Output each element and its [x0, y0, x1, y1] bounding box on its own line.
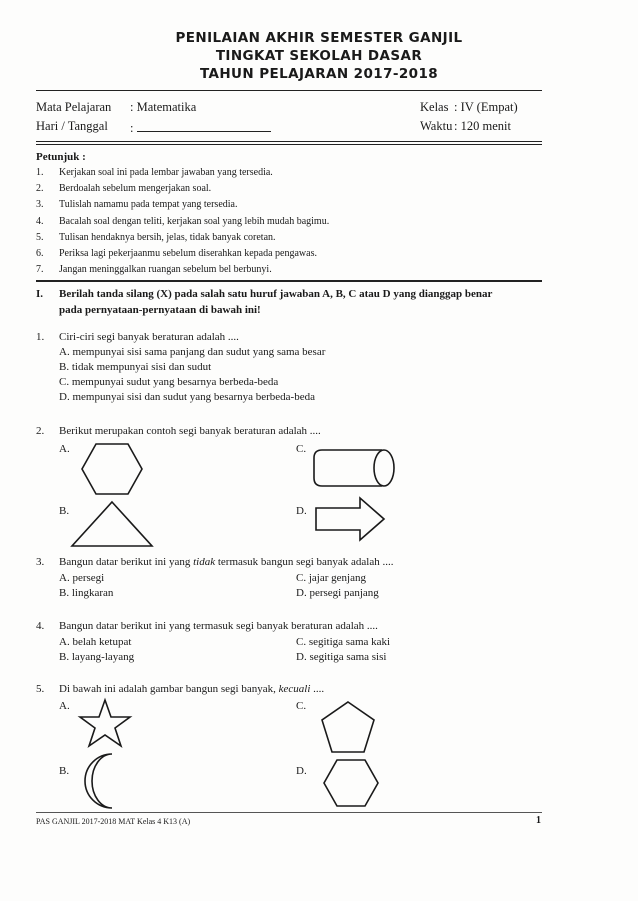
instruction-text: Jangan meninggalkan ruangan sebelum bel berbunyi.: [59, 264, 272, 276]
date-value: :: [130, 121, 134, 135]
footer-divider: [36, 812, 542, 813]
instructions-heading: Petunjuk :: [36, 151, 86, 163]
crescent-moon-icon: [82, 752, 124, 810]
triangle-icon: [70, 500, 154, 548]
q5-option-d[interactable]: D.: [296, 765, 307, 777]
q1-option-d[interactable]: D. mempunyai sisi dan sudut yang besarnya berbeda-beda: [59, 391, 315, 403]
page-number: 1: [536, 815, 541, 826]
footer-code: PAS GANJIL 2017-2018 MAT Kelas 4 K13 (A): [36, 817, 191, 826]
q1-number: 1.: [36, 331, 45, 343]
instruction-text: Tulisan hendaknya bersih, jelas, tidak banyak coretan.: [59, 231, 276, 243]
q2-option-a[interactable]: A.: [59, 443, 70, 455]
date-blank-line: [137, 119, 271, 132]
cylinder-icon: [312, 448, 402, 488]
q1-option-b[interactable]: B. tidak mempunyai sisi dan sudut: [59, 361, 212, 373]
instruction-text: Bacalah soal dengan teliti, kerjakan soal yang lebih mudah bagimu.: [59, 215, 330, 227]
header-divider-top: [36, 90, 542, 91]
q1-option-a[interactable]: A. mempunyai sisi sama panjang dan sudut yang sama besar: [59, 346, 326, 358]
q5-text-post: ....: [310, 683, 325, 695]
hexagon-icon: [80, 442, 144, 496]
hexagon-icon: [322, 758, 380, 808]
q2-number: 2.: [36, 425, 45, 437]
q3-text-post: termasuk bangun segi banyak adalah ....: [215, 556, 394, 568]
q5-text: [59, 683, 324, 695]
instruction-text: Periksa lagi pekerjaanmu sebelum diserahkan kepada pengawas.: [59, 248, 317, 259]
instruction-text: Kerjakan soal ini pada lembar jawaban yang tersedia.: [59, 167, 273, 178]
time-value: : 120 menit: [454, 119, 511, 133]
q5-number: 5.: [36, 683, 45, 695]
section-number: I.: [36, 288, 44, 300]
q5-option-b[interactable]: B.: [59, 765, 70, 777]
instruction-text: Tulislah namamu pada tempat yang tersedia.: [59, 199, 238, 211]
q3-text: [59, 556, 394, 568]
section-instruction-line1: Berilah tanda silang (X) pada salah satu huruf jawaban A, B, C atau D yang dianggap benar: [59, 288, 493, 300]
q3-text-pre: Bangun datar berikut ini yang: [59, 556, 194, 568]
q2-option-d[interactable]: D.: [296, 505, 307, 517]
q3-number: 3.: [36, 556, 45, 568]
q3-option-d[interactable]: D. persegi panjang: [296, 587, 379, 599]
subject-value: : Matematika: [130, 100, 197, 114]
q1-option-c[interactable]: C. mempunyai sudut yang besarnya berbeda-beda: [59, 376, 279, 388]
q5-text-emphasis: kecuali: [278, 683, 311, 695]
section-instruction-line2: pada pernyataan-pernyataan di bawah ini!: [59, 304, 261, 316]
q3-option-c[interactable]: C. jajar genjang: [296, 572, 366, 584]
instruction-number: 2.: [36, 183, 44, 195]
q2-text: Berikut merupakan contoh segi banyak beraturan adalah ....: [59, 425, 321, 437]
q3-option-a[interactable]: A. persegi: [59, 572, 105, 584]
date-row: [130, 119, 271, 136]
class-value: : IV (Empat): [454, 100, 518, 114]
q5-option-a[interactable]: A.: [59, 700, 70, 712]
q4-option-a[interactable]: A. belah ketupat: [59, 636, 132, 648]
arrow-icon: [314, 496, 386, 542]
instructions-divider: [36, 280, 542, 282]
instruction-number: 3.: [36, 199, 44, 211]
instruction-number: 5.: [36, 231, 44, 243]
instruction-number: 4.: [36, 215, 44, 227]
q4-option-d[interactable]: D. segitiga sama sisi: [296, 651, 387, 663]
q2-option-b[interactable]: B.: [59, 505, 70, 517]
time-label: Waktu: [420, 119, 453, 133]
q4-option-b[interactable]: B. layang-layang: [59, 651, 135, 663]
q3-option-b[interactable]: B. lingkaran: [59, 587, 114, 599]
q4-text: Bangun datar berikut ini yang termasuk segi banyak beraturan adalah ....: [59, 620, 378, 632]
pentagon-icon: [320, 700, 376, 754]
q4-option-c[interactable]: C. segitiga sama kaki: [296, 636, 391, 648]
header-divider-mid2: [36, 144, 542, 145]
q3-text-emphasis: tidak: [193, 556, 216, 568]
star-icon: [78, 698, 132, 748]
header-divider-mid: [36, 141, 542, 142]
exam-title-line2: TINGKAT SEKOLAH DASAR: [215, 48, 423, 64]
instruction-number: 7.: [36, 264, 44, 276]
q2-option-c[interactable]: C.: [296, 443, 307, 455]
q5-text-pre: Di bawah ini adalah gambar bangun segi banyak,: [59, 683, 279, 695]
class-label: Kelas: [420, 100, 449, 114]
q1-text: Ciri-ciri segi banyak beraturan adalah ....: [59, 331, 239, 343]
instruction-number: 1.: [36, 167, 44, 178]
instruction-text: Berdoalah sebelum mengerjakan soal.: [59, 183, 212, 195]
date-label: Hari / Tanggal: [36, 119, 108, 133]
exam-title-line1: PENILAIAN AKHIR SEMESTER GANJIL: [175, 30, 463, 46]
q4-number: 4.: [36, 620, 45, 632]
exam-title-line3: TAHUN PELAJARAN 2017-2018: [199, 66, 439, 82]
q5-option-c[interactable]: C.: [296, 700, 307, 712]
subject-label: Mata Pelajaran: [36, 100, 112, 114]
instruction-number: 6.: [36, 248, 44, 259]
